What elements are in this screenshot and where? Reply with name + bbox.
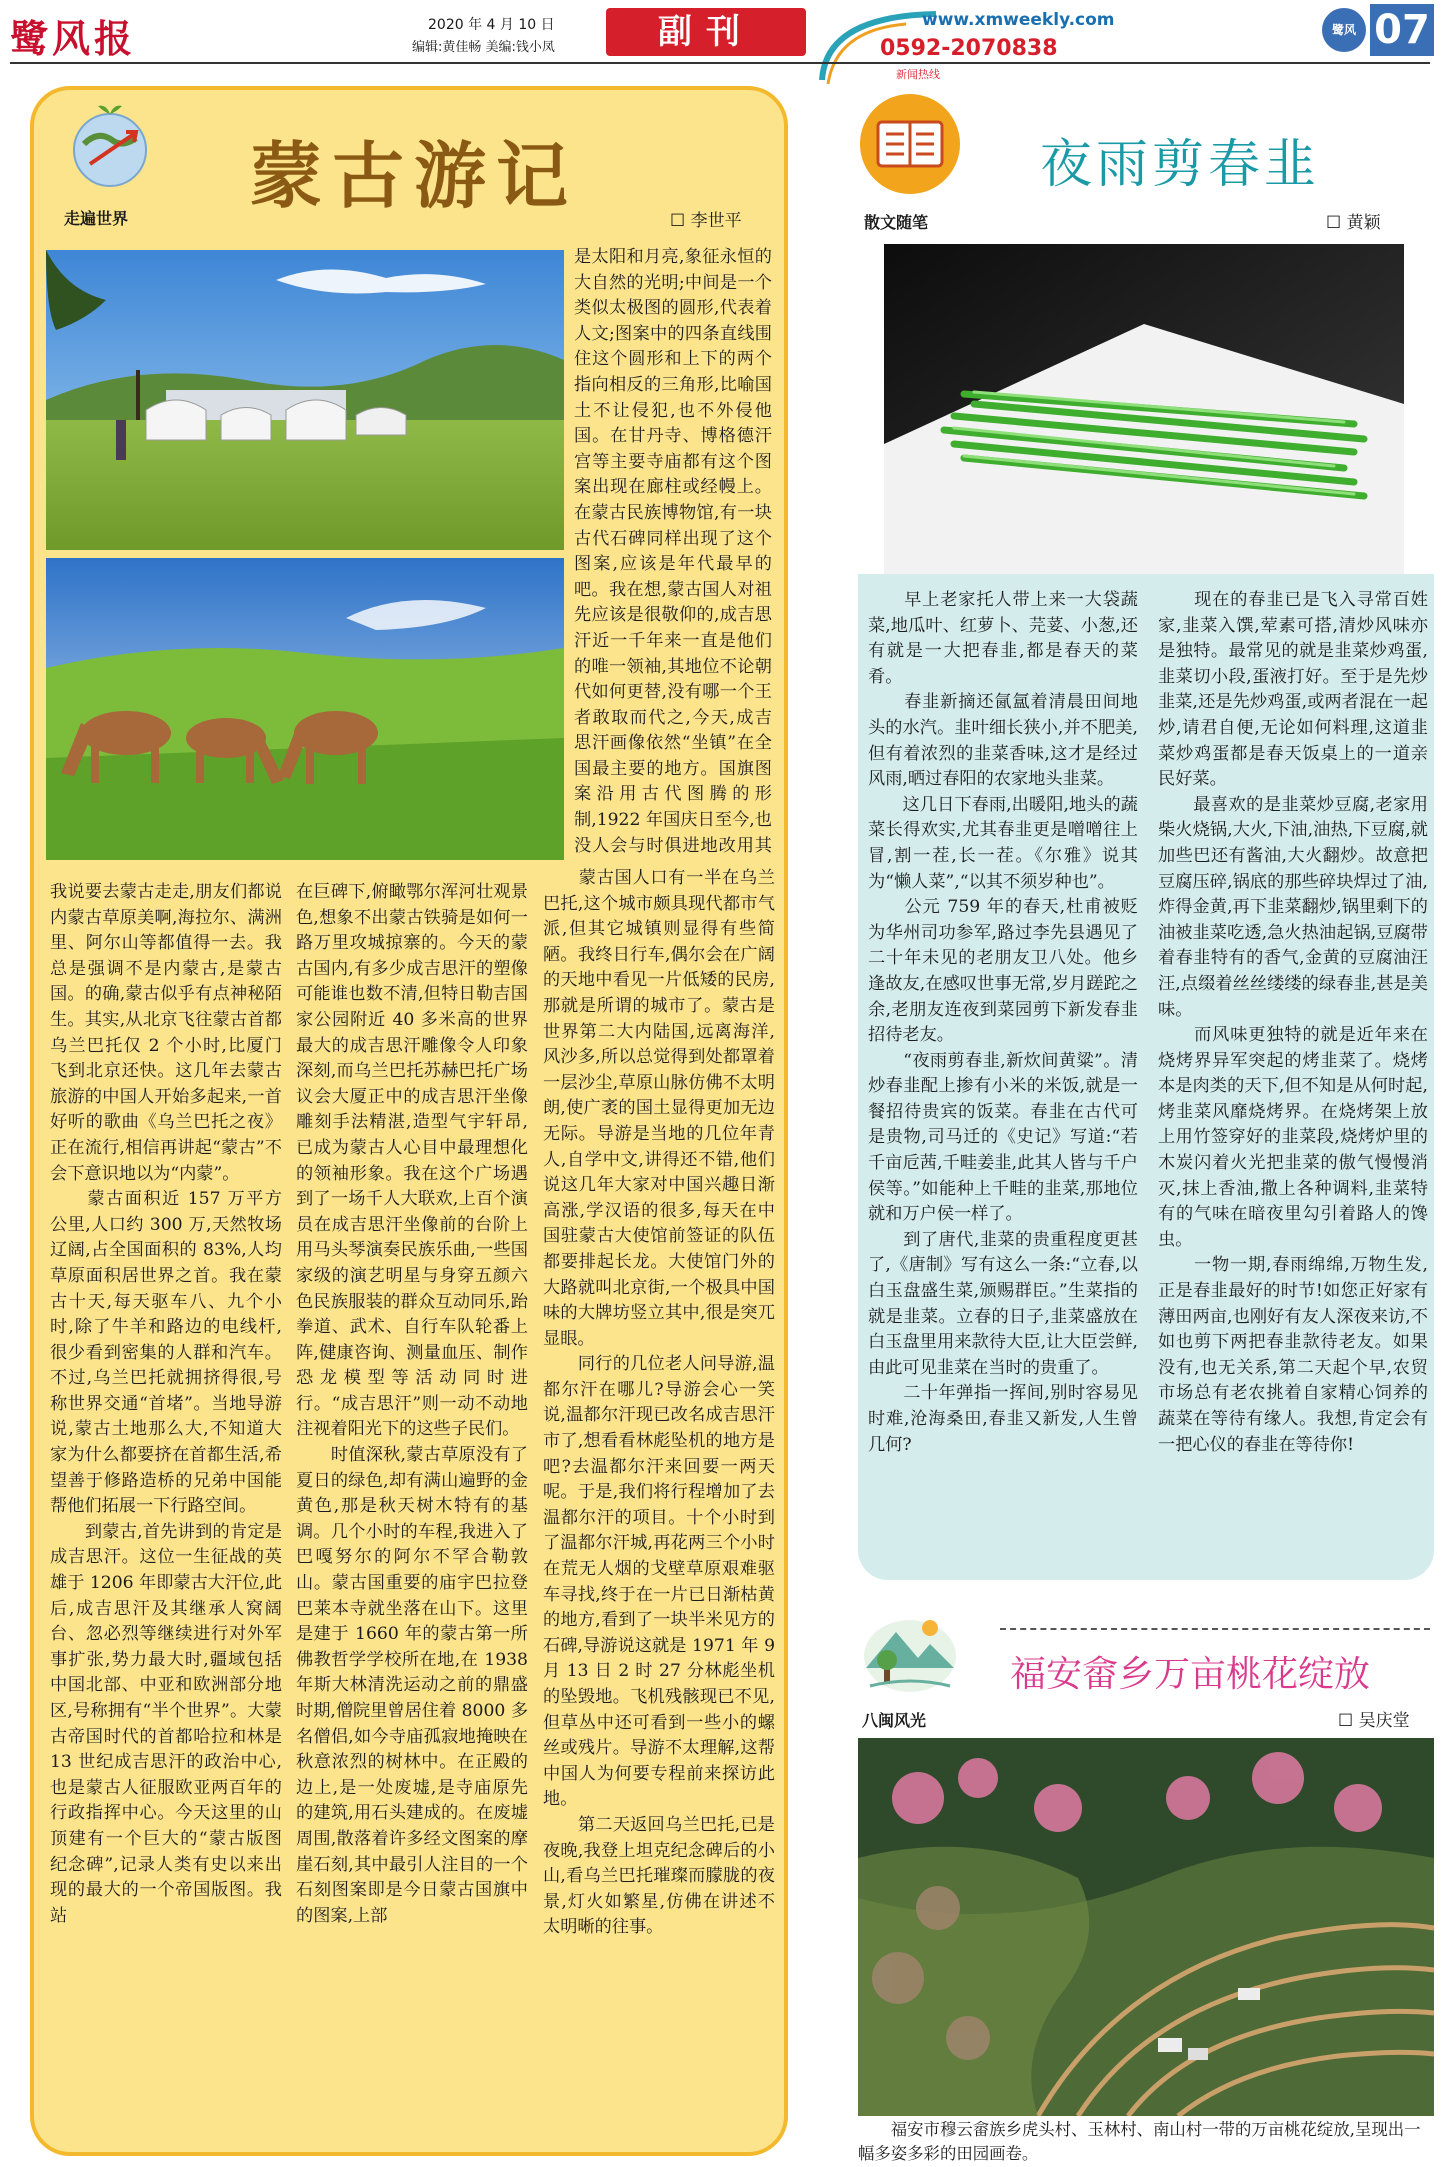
website-url[interactable]: www.xmweekly.com <box>922 10 1115 30</box>
section-divider <box>1000 1628 1430 1630</box>
grazing-horses-photo <box>46 558 564 860</box>
editor-credits: 编辑:黄佳畅 美编:钱小凤 <box>412 40 555 55</box>
section-title: 副刊 <box>606 8 806 56</box>
masthead-divider <box>10 62 1430 64</box>
author-byline: ☐ 黄颖 <box>1326 213 1381 233</box>
column-label: 散文随笔 <box>864 213 929 232</box>
globe-icon <box>64 100 156 192</box>
hotline-label: 新闻热线 <box>896 68 940 81</box>
grassland-yurts-photo <box>46 250 564 550</box>
column-label: 八闽风光 <box>862 1711 927 1730</box>
article-title: 福安畲乡万亩桃花绽放 <box>1010 1654 1371 1695</box>
article-body-column: 是太阳和月亮,象征永恒的大自然的光明;中间是一个类似太极图的圆形,代表着人文;图案中的四条直线围住这个圆形和上下的两个指向相反的三角形,比喻国土不让侵犯,也不外侵他国。在甘丹寺、博格德汗宫等主要寺庙都有这个图案出现在廊柱或经幔上。在蒙古民族博物馆,有一块古代石碑同样出现了这个图案,应该是年代最早的吧。我在想,蒙古国人对祖先应该是很敬仰的,成吉思汗近一千年来一直是他们的唯一领袖,其地位不论朝代如何更替,没有哪一个王者敢取而代之,今天,成吉思汗画像依然“坐镇”在全国最主要的地方。国旗图案沿用古代图腾的形制,1922 年国庆日至今,也没人会与时俱进地改用其 <box>574 247 772 856</box>
article-title: 夜雨剪春韭 <box>1040 135 1321 195</box>
article-body-column: 蒙古国人口有一半在乌兰巴托,这个城市颇具现代都市气派,但其它城镇则显得有些简陋。我终日行车,偶尔会在广阔的天地中看见一片低矮的民房,那就是所谓的城市了。蒙古是世界第二大内陆国,远离海洋,风沙多,所以总觉得到处都罩着一层沙尘,草原山脉仿佛不太明朗,使广袤的国土显得更加无边无际。导游是当地的几位年青人,自学中文,讲得还不错,他们说这几年大家对中国兴趣日渐高涨,学汉语的很多,每天在中国驻蒙古大使馆前签证的队伍都要排起长龙。大使馆门外的大路就叫北京街,一个极具中国味的大牌坊竖立其中,很是突兀显眼。 同行的几位老人问导游,温都尔汗在哪儿?导游会心一笑说,温都尔汗现已改名成吉思汗市了,想看看林彪坠机的地方是吧?去温都尔汗来回要一两天呢。于是,我们将行程增加了去温都尔汗的项目。十个小时到了温都尔汗城,再花两三个小时在荒无人烟的戈壁草原艰难驱车寻找,终于在一片已日渐枯黄的地方,看到了一块半米见方的石碑,导游说这就是 1971 年 9 月 13 日 2 时 27 分林彪坐机的坠毁地。飞机残骸现已不见,但草丛中还可看到一些小的螺丝或残片。导游不太理解,这帮中国人为何要专程前来探访此地。 第二天返回乌兰巴托,已是夜晚,我登上坦克纪念碑后的小山,看乌兰巴托璀璨而朦胧的夜景,灯火如繁星,仿佛在讲述不太明晰的往事。 <box>543 868 775 1938</box>
author-byline: ☐ 吴庆堂 <box>1338 1711 1410 1731</box>
photo-caption: 福安市穆云畲族乡虎头村、玉林村、南山村一带的万亩桃花绽放,呈现出一幅多姿多彩的田园画卷。 <box>858 2120 1421 2163</box>
paper-badge-icon: 鹭风 <box>1322 8 1366 52</box>
article-body-column: 我说要去蒙古走走,朋友们都说内蒙古草原美啊,海拉尔、满洲里、阿尔山等都值得一去。我总是强调不是内蒙古,是蒙古国。的确,蒙古似乎有点神秘陌生。其实,从北京飞往蒙古首都乌兰巴托仅 2 个小时,比厦门飞到北京还快。这几年去蒙古旅游的中国人开始多起来,一首好听的歌曲《乌兰巴托之夜》正在流行,相信再讲起“蒙古”不会下意识地以为“内蒙”。 蒙古面积近 157 万平方公里,人口约 300 万,天然牧场辽阔,占全国面积的 83%,人均草原面积居世界之首。我在蒙古十天,每天驱车八、九个小时,除了牛羊和路边的电线杆,很少看到密集的人群和汽车。不过,乌兰巴托就拥挤得很,号称世界交通“首堵”。当地导游说,蒙古土地那么大,不知道大家为什么都要挤在首都生活,希望善于修路造桥的兄弟中国能帮他们拓展一下行路空间。 到蒙古,首先讲到的肯定是成吉思汗。这位一生征战的英雄于 1206 年即蒙古大汗位,此后,成吉思汗及其继承人窝阔台、忽必烈等继续进行对外军事扩张,势力最大时,疆域包括中国北部、中亚和欧洲部分地区,号称拥有“半个世界”。大蒙古帝国时代的首都哈拉和林是 13 世纪成吉思汗的政治中心,也是蒙古人征服欧亚两百年的行政指挥中心。今天这里的山顶建有一个巨大的“蒙古版图纪念碑”,记录人类有史以来出现的最大的一个帝国版图。我站 <box>50 882 282 1926</box>
article-title: 蒙古游记 <box>250 134 579 218</box>
terrace-blossoms-photo <box>858 1738 1434 2116</box>
author-byline: ☐ 李世平 <box>670 211 742 231</box>
hotline-phone: 0592-2070838 <box>880 36 1058 61</box>
article-body-column: 早上老家托人带上来一大袋蔬菜,地瓜叶、红萝卜、芫荽、小葱,还有就是一大把春韭,都是春天的菜肴。 春韭新摘还氤氲着清晨田间地头的水汽。韭叶细长狭小,并不肥美,但有着浓烈的韭菜香味,这才是经过风雨,晒过春阳的农家地头韭菜。 这几日下春雨,出暖阳,地头的蔬菜长得欢实,尤其春韭更是噌噌往上冒,割一茬,长一茬。《尔雅》说其为“懒人菜”,“以其不须岁种也”。 公元 759 年的春天,杜甫被贬为华州司功参军,路过李先县遇见了二十年未见的老朋友卫八处。他乡逢故友,在感叹世事无常,岁月蹉跎之余,老朋友连夜到菜园剪下新发春韭招待老友。 “夜雨剪春韭,新炊间黄粱”。清炒春韭配上掺有小米的米饭,就是一餐招待贵宾的饭菜。春韭在古代可是贵物,司马迁的《史记》写道:“若千亩卮茜,千畦姜韭,此其人皆与千户侯等。”如能种上千畦的韭菜,那地位就和万户侯一样了。 到了唐代,韭菜的贵重程度更甚了,《唐制》写有这么一条:“立春,以白玉盘盛生菜,颁赐群臣。”生菜指的就是韭菜。立春的日子,韭菜盛放在白玉盘里用来款待大臣,让大臣尝鲜,由此可见韭菜在当时的贵重了。 二十年弹指一挥间,别时容易见时难,沧海桑田,春韭又新发,人生曾几何? <box>868 590 1138 1455</box>
page-number: 07 <box>1370 4 1434 56</box>
newspaper-logo: 鹭风报 <box>10 16 137 61</box>
column-label: 走遍世界 <box>64 209 129 228</box>
article-body-column: 现在的春韭已是飞入寻常百姓家,韭菜入馔,荤素可搭,清炒风味亦是独特。最常见的就是韭菜炒鸡蛋,韭菜切小段,蛋液打好。至于是先炒韭菜,还是先炒鸡蛋,或两者混在一起炒,请君自便,无论如何料理,这道韭菜炒鸡蛋都是春天饭桌上的一道亲民好菜。 最喜欢的是韭菜炒豆腐,老家用柴火烧锅,大火,下油,油热,下豆腐,就加些巴还有酱油,大火翻炒。故意把豆腐压碎,锅底的那些碎块焊过了油,炸得金黄,再下韭菜翻炒,锅里剩下的油被韭菜吃透,急火热油起锅,豆腐带着春韭特有的香气,金黄的豆腐油汪汪,点缀着丝丝缕缕的绿春韭,甚是美味。 而风味更独特的就是近年来在烧烤界异军突起的烤韭菜了。烧烤本是肉类的天下,但不知是从何时起,烤韭菜风靡烧烤界。在烧烤架上放上用竹签穿好的韭菜段,烧烤炉里的木炭闪着火光把韭菜的傲气慢慢消灭,抹上香油,撒上各种调料,韭菜特有的气味在暗夜里勾引着路人的馋虫。 一物一期,春雨绵绵,万物生发,正是春韭最好的时节!如您正好家有薄田两亩,也刚好有友人深夜来访,不如也剪下两把春韭款待老友。如果没有,也无关系,第二天起个早,农贸市场总有老农挑着自家精心饲养的蔬菜在等待有缘人。我想,肯定会有一把心仪的春韭在等待你! <box>1158 590 1428 1455</box>
open-book-icon <box>858 92 962 196</box>
issue-date: 2020 年 4 月 10 日 <box>428 17 555 33</box>
chives-photo <box>884 244 1404 574</box>
article-body-column: 在巨碑下,俯瞰鄂尔浑河壮观景色,想象不出蒙古铁骑是如何一路万里攻城掠寨的。今天的蒙古国内,有多少成吉思汗的塑像可能谁也数不清,但特日勒吉国家公园附近 40 多米高的世界最大的成吉思汗雕像令人印象深刻,而乌兰巴托苏赫巴托广场议会大厦正中的成吉思汗坐像雕刻手法精湛,造型气宇轩昂,已成为蒙古人心目中最理想化的领袖形象。我在这个广场遇到了一场千人大联欢,上百个演员在成吉思汗坐像前的台阶上用马头琴演奏民族乐曲,一些国家级的演艺明星与身穿五颜六色民族服装的群众互动同乐,跆拳道、武术、自行车队轮番上阵,健康咨询、测量血压、制作恐龙模型等活动同时进行。“成吉思汗”则一动不动地注视着阳光下的这些子民们。 时值深秋,蒙古草原没有了夏日的绿色,却有满山遍野的金黄色,那是秋天树木特有的基调。几个小时的车程,我进入了巴嘎努尔的阿尔不罕合勒敦山。蒙古国重要的庙宇巴拉登巴莱本寺就坐落在山下。这里是建于 1660 年的蒙古第一所佛教哲学学校所在地,在 1938 年斯大林清洗运动之前的鼎盛时期,僧院里曾居住着 8000 多名僧侣,如今寺庙孤寂地掩映在秋意浓烈的树林中。在正殿的边上,是一处废墟,是寺庙原先的建筑,用石头建成的。在废墟周围,散落着许多经文图案的摩崖石刻,其中最引人注目的一个石刻图案即是今日蒙古国旗中的图案,上部 <box>296 882 528 1926</box>
landscape-icon <box>860 1606 960 1694</box>
